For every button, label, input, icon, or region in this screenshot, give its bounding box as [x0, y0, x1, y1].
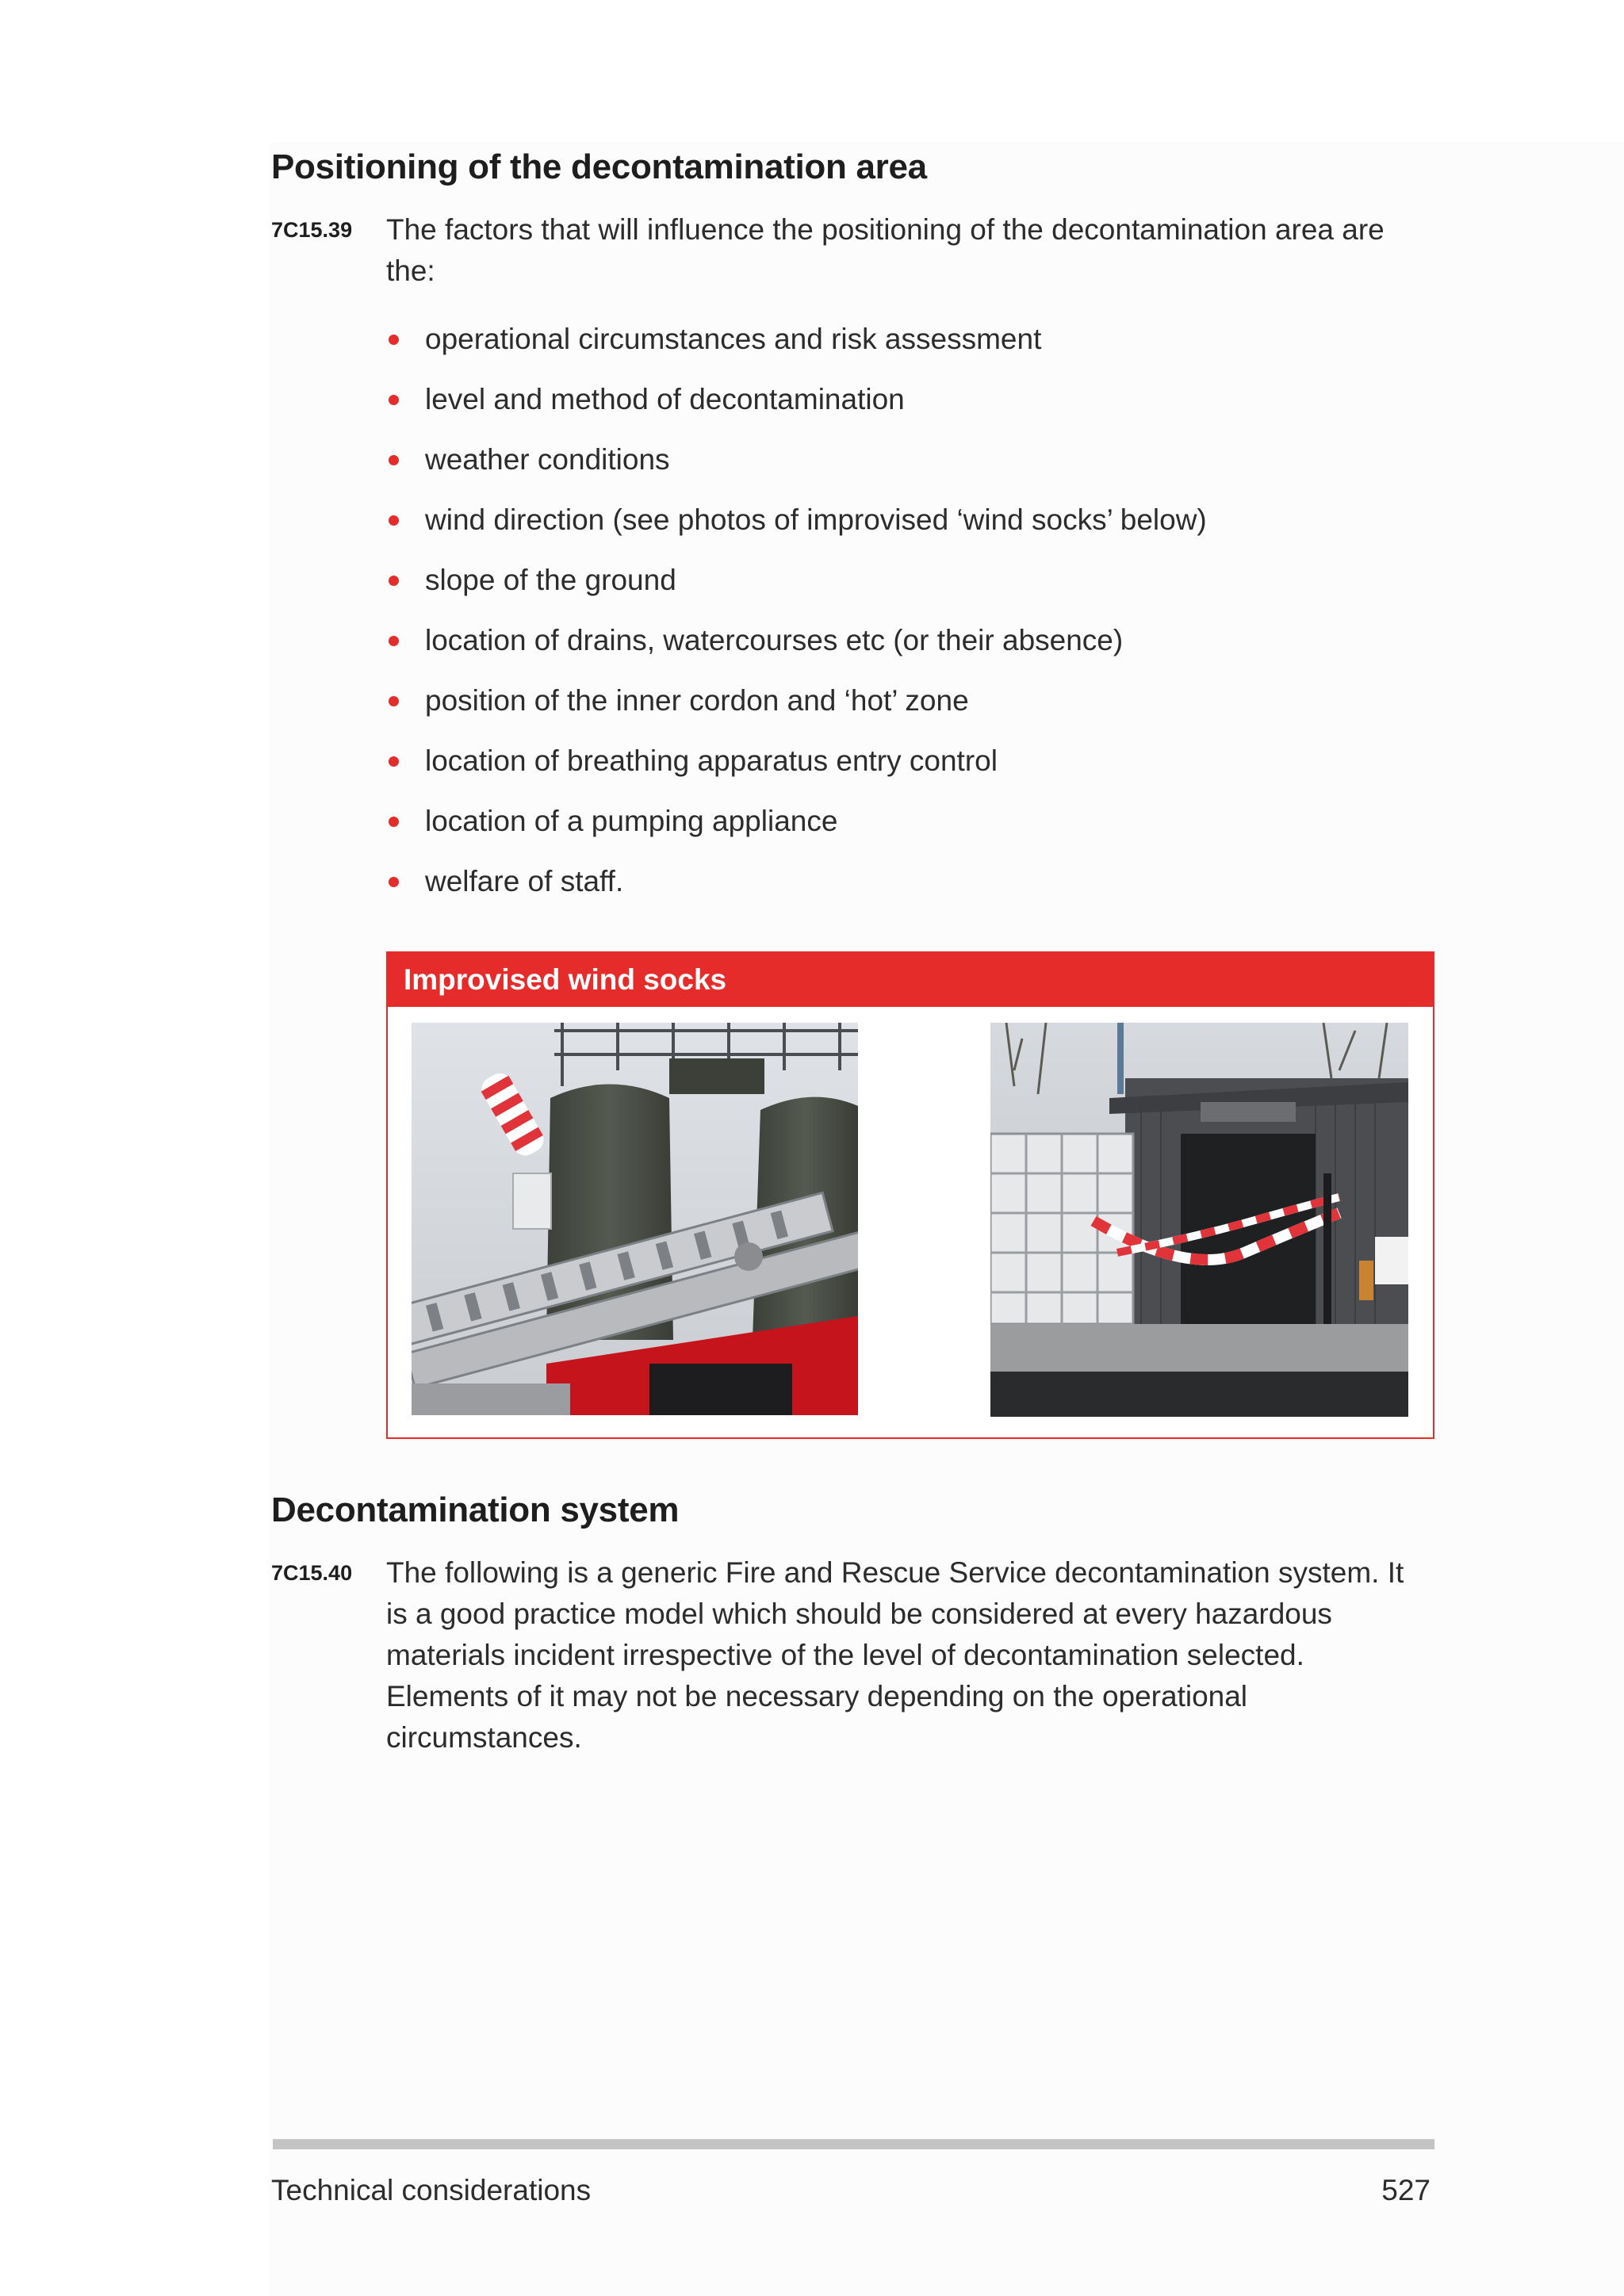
bullet-icon — [389, 817, 399, 827]
paragraph-intro: The factors that will influence the positioning of the decontamination area are the: — [386, 213, 1385, 287]
list-item — [386, 316, 1207, 376]
bullet-icon — [389, 576, 399, 586]
paragraph-number: 7C15.40 — [271, 1561, 353, 1585]
bullet-icon — [389, 515, 399, 526]
list-item — [386, 436, 1207, 496]
factor-list — [386, 316, 1207, 918]
section-heading-decontamination-system: Decontamination system — [271, 1490, 680, 1529]
bullet-icon — [389, 696, 399, 706]
photo-windsock-ladder — [412, 1023, 858, 1415]
section-heading-positioning: Positioning of the decontamination area — [271, 147, 927, 186]
list-item — [386, 496, 1207, 557]
list-item-text: operational circumstances and risk assessment — [425, 323, 1042, 355]
bullet-icon — [389, 756, 399, 767]
bullet-icon — [389, 395, 399, 405]
list-item-text: wind direction (see photos of improvised ‘wind socks’ below) — [425, 503, 1207, 536]
bullet-icon — [389, 877, 399, 887]
list-item — [386, 376, 1207, 436]
bullet-icon — [389, 335, 399, 345]
list-item — [386, 858, 1207, 918]
footer-divider — [273, 2139, 1434, 2149]
figure-title: Improvised wind socks — [388, 953, 1433, 1007]
list-item-text: weather conditions — [425, 443, 670, 476]
list-item-text: level and method of decontamination — [425, 383, 905, 415]
bullet-icon — [389, 455, 399, 465]
list-item-text: welfare of staff. — [425, 865, 624, 897]
list-item — [386, 557, 1207, 617]
list-item-text: location of breathing apparatus entry control — [425, 744, 998, 777]
paragraph-decontamination-system: The following is a generic Fire and Rescue Service decontamination system. It is a good practice model which should be considered at every hazardous materials incident irrespective of the level of decontamination selected. Elements of it may not be necessary depending on the operational circumstances. — [386, 1556, 1404, 1754]
list-item-text: slope of the ground — [425, 564, 676, 596]
bullet-icon — [389, 636, 399, 646]
list-item — [386, 737, 1207, 798]
list-item — [386, 798, 1207, 858]
list-item — [386, 677, 1207, 737]
paragraph-number: 7C15.39 — [271, 218, 353, 242]
footer-section-title: Technical considerations — [271, 2174, 592, 2206]
list-item-text: location of drains, watercourses etc (or their absence) — [425, 624, 1124, 656]
photo-windsock-warehouse — [990, 1023, 1408, 1417]
page-number: 527 — [1381, 2174, 1431, 2206]
list-item — [386, 617, 1207, 677]
figure-panel — [386, 951, 1434, 1439]
list-item-text: location of a pumping appliance — [425, 805, 838, 837]
list-item-text: position of the inner cordon and ‘hot’ zone — [425, 684, 969, 717]
